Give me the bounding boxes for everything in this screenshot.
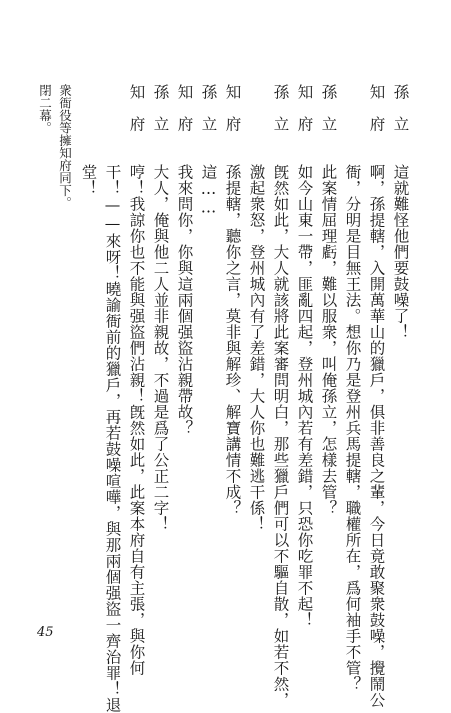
- dialogue-line: 孫 立 這……: [199, 84, 218, 217]
- dialogue-line: 衙，分明是目無王法。想你乃是登州兵馬提轄，職權所在，爲何袖手不管？: [343, 84, 362, 692]
- dialogue-line: 干！——來呀！曉諭衙前的獵戶，再若鼓噪喧嘩，與那兩個强盜一齊治罪！退: [103, 84, 122, 713]
- dialogue-line: 知 府 我來問你，你與這兩個强盜沾親帶故？: [175, 84, 194, 436]
- dialogue-line: 知 府 啊，孫提轄，入開萬華山的獵戶，俱非善良之輩，今日竟敢聚衆鼓噪，攪鬧公: [367, 84, 386, 708]
- dialogue-line: 知 府 孫提轄，聽你之言，莫非與解珍、解寶講情不成？: [223, 84, 242, 516]
- page-number: 45: [37, 625, 54, 640]
- dialogue-line: 知 府 如今山東一帶，匪亂四起，登州城內若有差錯，只恐你吃罪不起！: [295, 84, 314, 628]
- stage-direction: 閉二幕。: [37, 84, 53, 134]
- dialogue-line: 知 府 哼！我諒你也不能與强盜們沾親！旣然如此，此案本府自有主張，與你何: [127, 84, 146, 676]
- dialogue-line: 堂！: [79, 84, 98, 196]
- dialogue-line: 孫 立 此案情屈理虧，難以服衆，叫俺孫立，怎樣去管？: [319, 84, 338, 516]
- dialogue-line: 孫 立 旣然如此，大人就該將此案審問明白，那些獵戶們可以不驅自散，如若不然，: [271, 84, 290, 708]
- stage-direction: 衆衙役等擁知府同下。: [57, 84, 73, 209]
- dialogue-line: 孫 立 大人，俺與他二人並非親故，不過是爲了公正二字！: [151, 84, 170, 532]
- dialogue-line: 激起衆怒，登州城內有了差錯，大人你也難逃干係！: [247, 84, 266, 532]
- dialogue-line: 孫 立 這就難怪他們要鼓噪了！: [391, 84, 410, 340]
